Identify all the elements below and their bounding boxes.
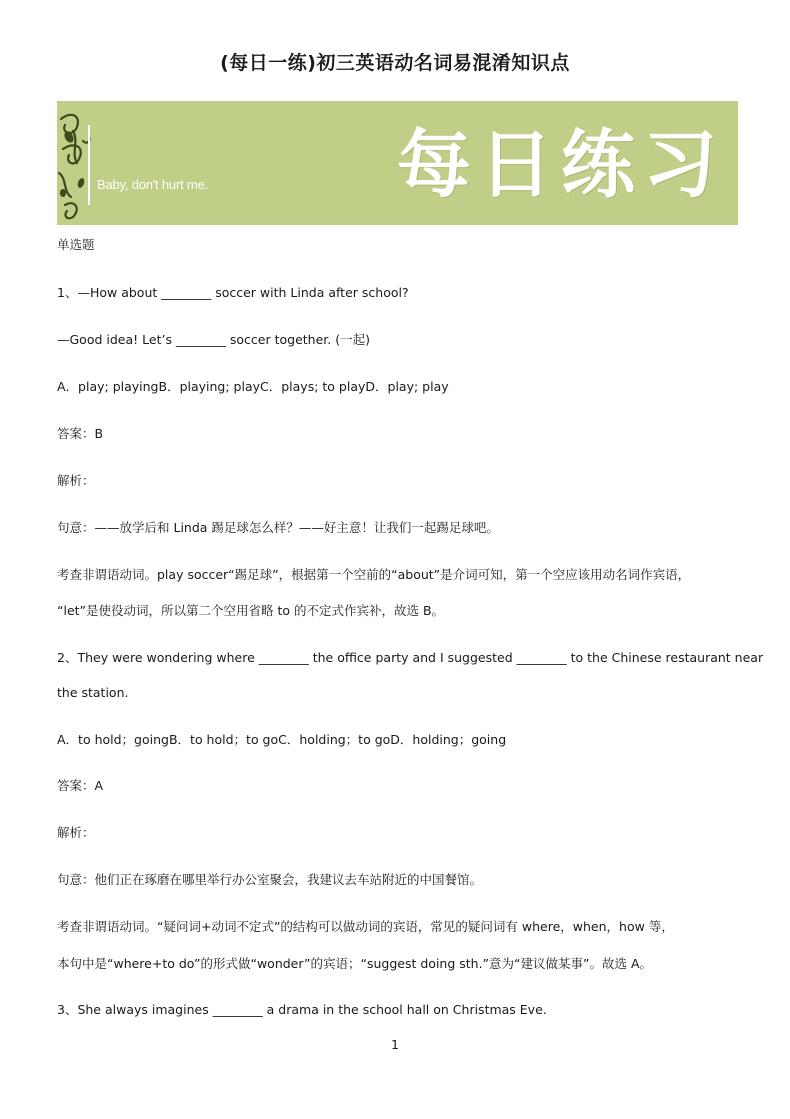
question-1-text: 1、—How about ________ soccer with Linda after school? bbox=[57, 285, 409, 300]
question-1-text-line2: —Good idea! Let’s ________ soccer together. (一起) bbox=[57, 332, 370, 347]
question-1-explanation: 考查非谓语动词。play soccer“踢足球”，根据第一个空前的“about”是介词可知，第一个空应该用动名词作宾语， bbox=[57, 567, 691, 582]
question-1-analysis-label: 解析： bbox=[57, 473, 95, 488]
question-2-explanation-line2: 本句中是“where+to do”的形式做“wonder”的宾语；“suggest doing sth.”意为“建议做某事”。故选 A。 bbox=[57, 956, 653, 971]
question-2-options: A．to hold；goingB．to hold；to goC．holding；to goD．holding；going bbox=[57, 732, 507, 747]
question-3-text: 3、She always imagines ________ a drama in the school hall on Christmas Eve. bbox=[57, 1002, 547, 1017]
question-1-explanation-line2: “let”是使役动词，所以第二个空用省略 to 的不定式作宾补，故选 B。 bbox=[57, 603, 445, 618]
question-1-answer: 答案：B bbox=[57, 426, 104, 441]
question-2-analysis-label: 解析： bbox=[57, 825, 95, 840]
question-2-explanation: 考查非谓语动词。“疑问词+动词不定式”的结构可以做动词的宾语，常见的疑问词有 where，when，how 等， bbox=[57, 919, 674, 934]
question-2-answer: 答案：A bbox=[57, 778, 104, 793]
question-1-options: A．play; playingB．playing; playC．plays; to playD．play; play bbox=[57, 379, 449, 394]
banner-heading: 每日练习 bbox=[397, 122, 725, 208]
question-2-meaning: 句意：他们正在琢磨在哪里举行办公室聚会，我建议去车站附近的中国餐馆。 bbox=[57, 872, 483, 887]
question-1-meaning: 句意：——放学后和 Linda 踢足球怎么样？——好主意！让我们一起踢足球吧。 bbox=[57, 520, 499, 535]
page-title: (每日一练)初三英语动名词易混淆知识点 bbox=[220, 52, 570, 74]
question-2-text-line2: the station. bbox=[57, 685, 129, 700]
section-heading: 单选题 bbox=[57, 237, 95, 252]
banner-tagline: Baby, don't hurt me. bbox=[97, 177, 208, 192]
question-2-text: 2、They were wondering where ________ the office party and I suggested ________ to the Chinese restaurant near bbox=[57, 650, 764, 665]
page-number: 1 bbox=[391, 1037, 399, 1052]
header-banner bbox=[57, 101, 738, 225]
